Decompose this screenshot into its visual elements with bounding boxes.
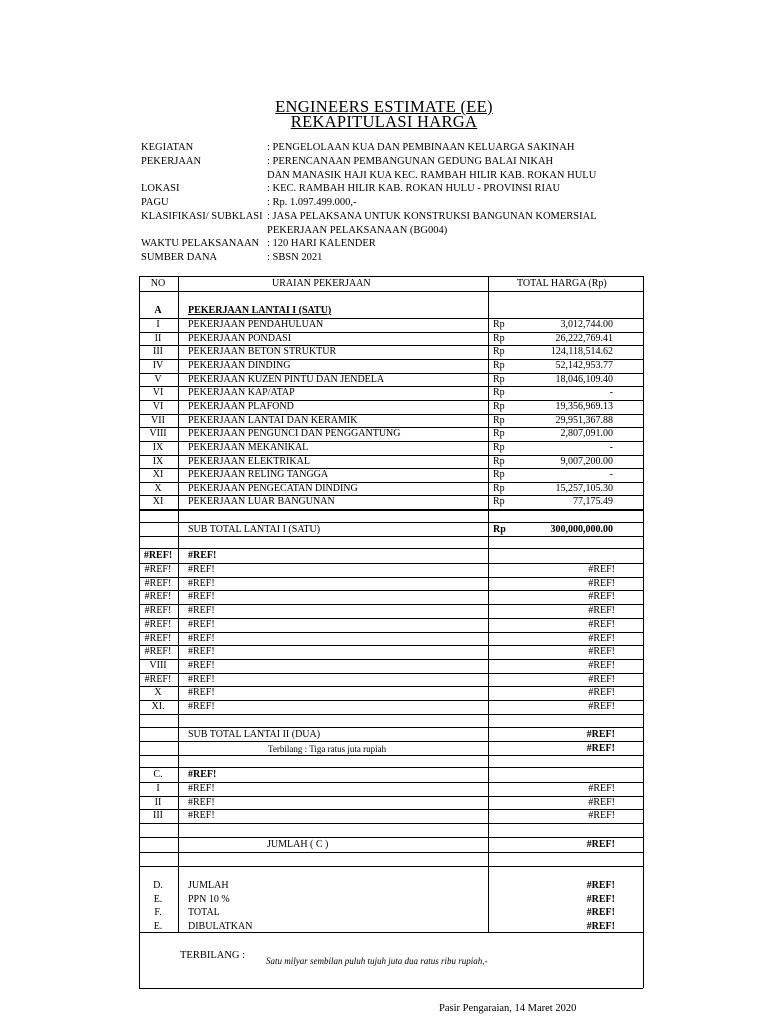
row-desc: #REF! (188, 810, 215, 822)
row-amount: #REF! (588, 605, 615, 617)
info-label: KEGIATAN (141, 142, 194, 153)
info-value: : PERENCANAAN PEMBANGUNAN GEDUNG BALAI NIKAH (267, 156, 554, 167)
row-desc: PEKERJAAN KAP/ATAP (188, 387, 295, 399)
header-total: TOTAL HARGA (Rp) (517, 278, 607, 289)
row-rule (139, 510, 643, 511)
terbilang-label: TERBILANG : (180, 950, 246, 961)
row-desc: #REF! (188, 564, 215, 575)
row-amount: 9,007,200.00 (560, 455, 613, 467)
info-value: : 120 HARI KALENDER (267, 238, 376, 249)
row-no: XI (152, 496, 164, 508)
row-amount: 2,807,091.00 (560, 428, 613, 440)
summary-no: D. (153, 880, 163, 891)
info-label: LOKASI (141, 183, 180, 194)
row-desc: PEKERJAAN PENDAHULUAN (188, 319, 324, 330)
row-rule (139, 741, 643, 742)
row-amount: 3,012,744.00 (560, 319, 613, 330)
info-label: PAGU (141, 197, 169, 208)
row-no: #REF! (144, 618, 172, 630)
info-label: PEKERJAAN (141, 156, 202, 167)
subtotal-a-label: SUB TOTAL LANTAI I (SATU) (188, 524, 321, 535)
row-no: #REF! (144, 591, 172, 603)
subtotal-a-rp: Rp (493, 524, 506, 535)
row-no: #REF! (144, 564, 172, 575)
row-desc: PEKERJAAN ELEKTRIKAL (188, 455, 310, 467)
row-desc: #REF! (188, 796, 215, 808)
table-border-bottom (139, 988, 643, 989)
row-no: X (154, 482, 162, 494)
row-amount: #REF! (588, 646, 615, 658)
row-desc: #REF! (188, 605, 215, 617)
row-desc: #REF! (188, 673, 215, 685)
section-c-label: #REF! (188, 769, 217, 780)
jumlah-c-label: JUMLAH ( C ) (267, 839, 329, 850)
row-rp: Rp (493, 400, 505, 412)
row-rule (139, 548, 643, 549)
row-rule (139, 932, 643, 933)
info-value: : SBSN 2021 (267, 252, 323, 263)
row-no: IV (152, 359, 164, 371)
row-rp: Rp (493, 428, 505, 440)
summary-desc: PPN 10 % (188, 893, 230, 905)
row-amount: #REF! (588, 810, 615, 822)
row-rp: Rp (493, 332, 505, 344)
header-no: NO (150, 278, 166, 289)
row-rule (139, 767, 643, 768)
summary-desc: JUMLAH (188, 880, 229, 891)
jumlah-c-amount: #REF! (586, 839, 615, 850)
summary-desc: TOTAL (188, 907, 220, 918)
row-no: II (154, 796, 162, 808)
row-desc: PEKERJAAN KUZEN PINTU DAN JENDELA (188, 373, 385, 385)
row-amount: - (609, 441, 613, 453)
subtotal-b-label: SUB TOTAL LANTAI II (DUA) (188, 729, 321, 740)
document-subtitle: REKAPITULASI HARGA (290, 112, 478, 131)
row-amount: - (609, 387, 613, 399)
row-no: VII (151, 414, 165, 426)
info-label: KLASIFIKASI/ SUBKLASI (141, 211, 263, 222)
row-desc: PEKERJAAN PENGUNCI DAN PENGGANTUNG (188, 428, 401, 440)
row-desc: #REF! (188, 646, 215, 658)
subtotal-a-amount: 300,000,000.00 (550, 524, 613, 535)
row-rp: Rp (493, 455, 505, 467)
row-rp: Rp (493, 359, 505, 371)
row-rp: Rp (493, 414, 505, 426)
row-rp: Rp (493, 373, 505, 385)
row-rule (139, 714, 643, 715)
summary-no: E. (153, 920, 163, 932)
row-amount: #REF! (588, 618, 615, 630)
row-desc: #REF! (188, 591, 215, 603)
row-amount: #REF! (588, 591, 615, 603)
row-amount: #REF! (588, 632, 615, 644)
row-no: #REF! (144, 673, 172, 685)
row-desc: #REF! (188, 701, 215, 712)
info-value: : PENGELOLAAN KUA DAN PEMBINAAN KELUARGA SAKINAH (267, 142, 575, 153)
info-value: DAN MANASIK HAJI KUA KEC. RAMBAH HILIR KAB. ROKAN HULU (267, 170, 597, 181)
section-a-no: A (154, 305, 162, 316)
row-desc: #REF! (188, 659, 215, 671)
row-amount: #REF! (588, 796, 615, 808)
header-uraian: URAIAN PEKERJAAN (272, 278, 371, 289)
row-desc: PEKERJAAN RELING TANGGA (188, 469, 329, 481)
row-no: IX (152, 455, 164, 467)
row-rp: Rp (493, 469, 505, 481)
summary-desc: DIBULATKAN (188, 920, 253, 932)
row-amount: #REF! (588, 659, 615, 671)
info-label: SUMBER DANA (141, 252, 218, 263)
header-rule (139, 291, 643, 292)
row-no: VI (152, 400, 164, 412)
row-no: #REF! (144, 646, 172, 658)
row-desc: PEKERJAAN LUAR BANGUNAN (188, 496, 335, 508)
row-rule (139, 755, 643, 756)
summary-amount: #REF! (586, 893, 615, 905)
row-desc: PEKERJAAN PENGECATAN DINDING (188, 482, 358, 494)
row-no: III (153, 346, 163, 358)
row-amount: #REF! (588, 564, 615, 575)
row-no: XI. (151, 701, 165, 712)
place-date: Pasir Pengaraian, 14 Maret 2020 (439, 1003, 577, 1014)
row-desc: #REF! (188, 632, 215, 644)
info-value: : KEC. RAMBAH HILIR KAB. ROKAN HULU - PROVINSI RIAU (267, 183, 561, 194)
subtotal-b-amount: #REF! (586, 729, 615, 740)
info-value: : Rp. 1.097.499.000,- (267, 197, 357, 208)
row-rule (139, 866, 643, 867)
row-amount: 77,175.49 (573, 496, 613, 508)
row-desc: PEKERJAAN PONDASI (188, 332, 292, 344)
row-no: XI (152, 469, 164, 481)
row-amount: #REF! (588, 701, 615, 712)
info-label: WAKTU PELAKSANAAN (141, 238, 260, 249)
row-desc: PEKERJAAN DINDING (188, 359, 291, 371)
table-border-right (643, 276, 644, 988)
row-no: #REF! (144, 577, 172, 589)
terbilang-text: Satu milyar sembilan puluh tujuh juta dua ratus ribu rupiah,- (266, 956, 488, 966)
row-rp: Rp (493, 387, 505, 399)
row-no: VIII (149, 659, 167, 671)
summary-no: E. (153, 893, 163, 905)
row-amount: 124,118,514.62 (550, 346, 613, 358)
row-no: V (154, 373, 162, 385)
row-no: IX (152, 441, 164, 453)
summary-no: F. (154, 907, 162, 918)
row-rule (139, 852, 643, 853)
row-rule (139, 522, 643, 523)
terbilang-b-amount: #REF! (586, 743, 615, 754)
section-b-no: #REF! (143, 550, 173, 561)
row-no: #REF! (144, 632, 172, 644)
row-no: I (156, 319, 160, 330)
row-rp: Rp (493, 319, 505, 330)
row-no: I (156, 783, 160, 794)
row-desc: #REF! (188, 783, 215, 794)
row-desc: #REF! (188, 577, 215, 589)
row-no: III (153, 810, 163, 822)
terbilang-b: Terbilang : Tiga ratus juta rupiah (268, 744, 387, 754)
summary-amount: #REF! (586, 907, 615, 918)
row-amount: 18,046,109.40 (555, 373, 613, 385)
summary-amount: #REF! (586, 880, 615, 891)
info-value: : JASA PELAKSANA UNTUK KONSTRUKSI BANGUNAN KOMERSIAL (267, 211, 597, 222)
section-c-no: C. (153, 769, 163, 780)
section-b-label: #REF! (188, 550, 217, 561)
row-rp: Rp (493, 496, 505, 508)
row-amount: #REF! (588, 687, 615, 699)
info-value: PEKERJAAN PELAKSANAAN (BG004) (267, 225, 448, 236)
row-amount: #REF! (588, 673, 615, 685)
table-border-top (139, 276, 643, 277)
row-amount: - (609, 469, 613, 481)
row-no: VIII (149, 428, 167, 440)
row-amount: 26,222,769.41 (555, 332, 613, 344)
row-amount: 15,257,105.30 (555, 482, 613, 494)
row-amount: 19,356,969.13 (555, 400, 613, 412)
row-desc: PEKERJAAN BETON STRUKTUR (188, 346, 337, 358)
row-no: #REF! (144, 605, 172, 617)
row-rule (139, 837, 643, 838)
row-desc: PEKERJAAN MEKANIKAL (188, 441, 309, 453)
row-amount: 52,142,953.77 (555, 359, 613, 371)
row-amount: #REF! (588, 577, 615, 589)
row-rp: Rp (493, 482, 505, 494)
row-rule (139, 823, 643, 824)
row-amount: #REF! (588, 783, 615, 794)
row-no: X (154, 687, 162, 699)
row-rp: Rp (493, 346, 505, 358)
row-no: VI (152, 387, 164, 399)
section-a-label: PEKERJAAN LANTAI I (SATU) (188, 305, 332, 316)
row-amount: 29,951,367.88 (555, 414, 613, 426)
summary-amount: #REF! (586, 920, 615, 932)
row-rule (139, 536, 643, 537)
row-rp: Rp (493, 441, 505, 453)
row-desc: PEKERJAAN LANTAI DAN KERAMIK (188, 414, 358, 426)
row-desc: PEKERJAAN PLAFOND (188, 400, 294, 412)
document-title: ENGINEERS ESTIMATE (EE) (275, 97, 493, 116)
row-desc: #REF! (188, 687, 215, 699)
row-desc: #REF! (188, 618, 215, 630)
row-no: II (154, 332, 162, 344)
row-rule (139, 727, 643, 728)
